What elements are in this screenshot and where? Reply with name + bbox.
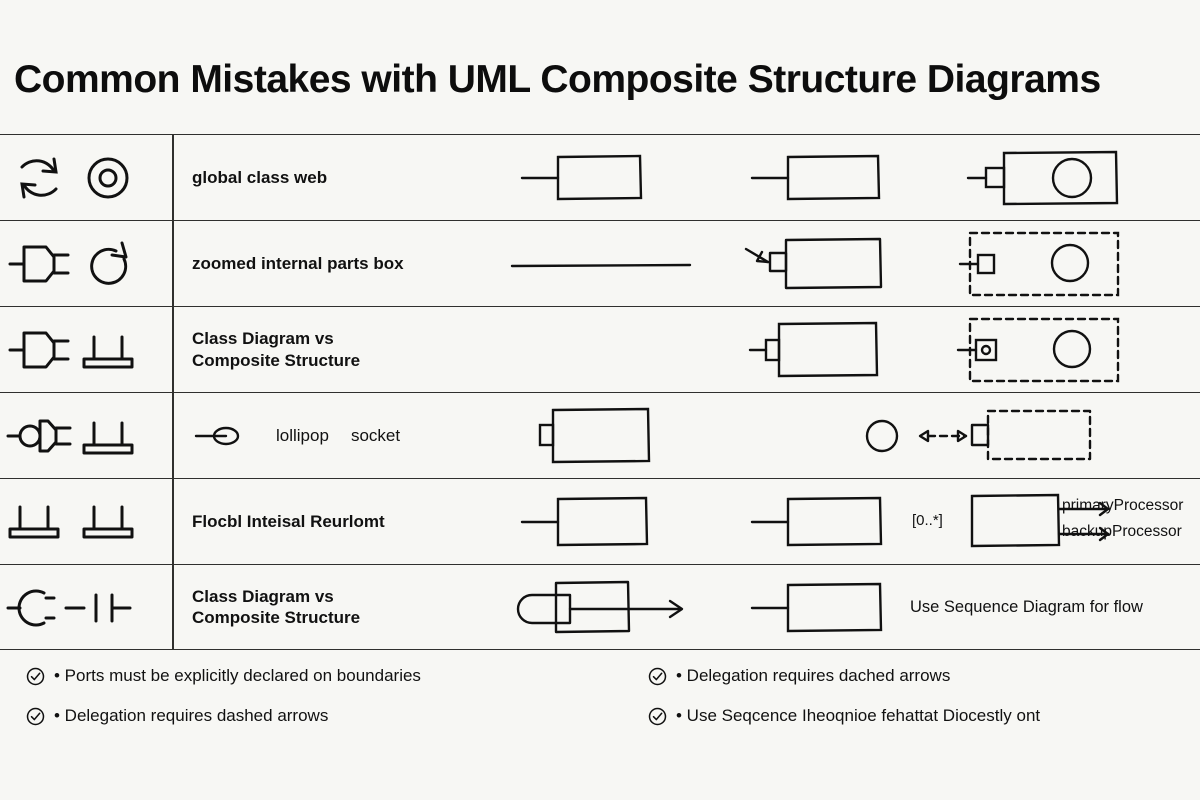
mistakes-table xyxy=(0,134,1200,650)
row-mid2-cell xyxy=(740,565,910,649)
check-circle-icon xyxy=(648,707,667,726)
row-label: zoomed internal parts box xyxy=(192,253,404,273)
table-row xyxy=(0,134,1200,220)
table-row xyxy=(0,478,1200,564)
row-mid2-cell xyxy=(740,221,910,306)
row-divider xyxy=(172,221,174,306)
row-divider xyxy=(172,135,174,220)
row-right-cell xyxy=(910,479,1200,564)
plain-classifier-box xyxy=(740,479,910,565)
row-icons xyxy=(0,307,172,392)
row-mid-cell xyxy=(500,393,740,478)
list-item xyxy=(26,696,586,736)
row-divider xyxy=(172,393,174,478)
row-label-cell xyxy=(192,393,512,478)
row-icons xyxy=(0,221,172,306)
plain-classifier-box xyxy=(740,565,910,651)
row-divider xyxy=(172,565,174,649)
row-mid2-cell xyxy=(740,307,910,392)
circular-arrows-icon xyxy=(0,135,172,221)
plug-connector-icon xyxy=(0,307,172,393)
row-icons xyxy=(0,479,172,564)
dashed-boundary-with-part xyxy=(910,221,1200,307)
row-mid-cell xyxy=(500,565,740,649)
footer-text: • Ports must be explicitly declared on boundaries xyxy=(54,666,421,685)
row-label-cell xyxy=(192,565,512,649)
row-label: Class Diagram vs Composite Structure xyxy=(192,586,361,627)
row-right-cell xyxy=(910,221,1200,306)
table-row xyxy=(0,392,1200,478)
port-with-delegation-arrow xyxy=(500,565,740,651)
row-label-cell xyxy=(192,135,512,220)
row-icons xyxy=(0,565,172,649)
table-row xyxy=(0,220,1200,306)
row-mid2-cell xyxy=(740,135,910,220)
row-mid-cell xyxy=(500,135,740,220)
list-item xyxy=(648,696,1200,736)
footer-text: • Use Seqcence Iheoqnioe fehattat Diocestly ont xyxy=(676,706,1041,725)
plain-classifier-box xyxy=(740,135,910,221)
role-label-backup: backupProcessor xyxy=(1062,523,1182,540)
check-circle-icon xyxy=(26,667,45,686)
row-right-cell xyxy=(910,565,1200,649)
dashed-boundary-with-port-and-circle xyxy=(910,307,1200,393)
row-right-cell xyxy=(910,307,1200,392)
multiplicity-label: [0..*] xyxy=(912,512,943,529)
ball-and-dashed-arrow-to-socket xyxy=(740,393,910,479)
row-right-cell xyxy=(910,393,1200,478)
sequence-diagram-note: Use Sequence Diagram for flow xyxy=(910,597,1143,616)
socket-label: socket xyxy=(350,425,401,445)
row-label: Class Diagram vs Composite Structure xyxy=(192,329,361,370)
lollipop-icon xyxy=(192,421,266,451)
row-label-cell xyxy=(192,221,512,306)
row-mid-cell xyxy=(500,307,740,392)
row-icons xyxy=(0,393,172,478)
row-label: Flocbl Inteisal Reurlomt xyxy=(192,511,385,531)
lollipop-socket-legend xyxy=(192,421,400,451)
long-connector-line xyxy=(500,221,740,307)
socket-icon xyxy=(0,479,172,565)
row-label-cell xyxy=(192,307,512,392)
lollipop-label: lollipop xyxy=(276,425,329,445)
row-label-cell xyxy=(192,479,512,564)
list-item xyxy=(648,656,1200,696)
row-label: global class web xyxy=(192,167,328,187)
row-mid-cell xyxy=(500,221,740,306)
row-mid2-cell xyxy=(740,479,910,564)
row-right-cell xyxy=(910,135,1200,220)
check-circle-icon xyxy=(648,667,667,686)
footer-left-column xyxy=(26,656,586,736)
row-divider xyxy=(172,479,174,564)
table-row xyxy=(0,306,1200,392)
classifier-with-square-port xyxy=(740,307,910,393)
footer-checklist xyxy=(0,656,1200,766)
plug-connector-icon xyxy=(0,565,172,651)
plug-connector-icon xyxy=(0,221,172,307)
arrow-into-port-box xyxy=(740,221,910,307)
lollipop-plug-icon xyxy=(0,393,172,479)
row-icons xyxy=(0,135,172,220)
check-circle-icon xyxy=(26,707,45,726)
dashed-empty-boundary xyxy=(910,393,1200,479)
footer-text: • Delegation requires dashed arrows xyxy=(54,706,329,725)
footer-text: • Delegation requires dached arrows xyxy=(676,666,951,685)
row-divider xyxy=(172,307,174,392)
classifier-with-port-and-part xyxy=(910,135,1200,221)
row-mid-cell xyxy=(500,479,740,564)
role-label-primary: primaryProcessor xyxy=(1062,497,1184,514)
table-row xyxy=(0,564,1200,650)
footer-right-column xyxy=(648,656,1200,736)
classifier-with-left-port xyxy=(500,393,740,479)
row-mid2-cell xyxy=(740,393,910,478)
list-item xyxy=(26,656,586,696)
plain-classifier-box xyxy=(500,135,740,221)
plain-classifier-box xyxy=(500,479,740,565)
page-title: Common Mistakes with UML Composite Structure Diagrams xyxy=(14,58,1101,101)
